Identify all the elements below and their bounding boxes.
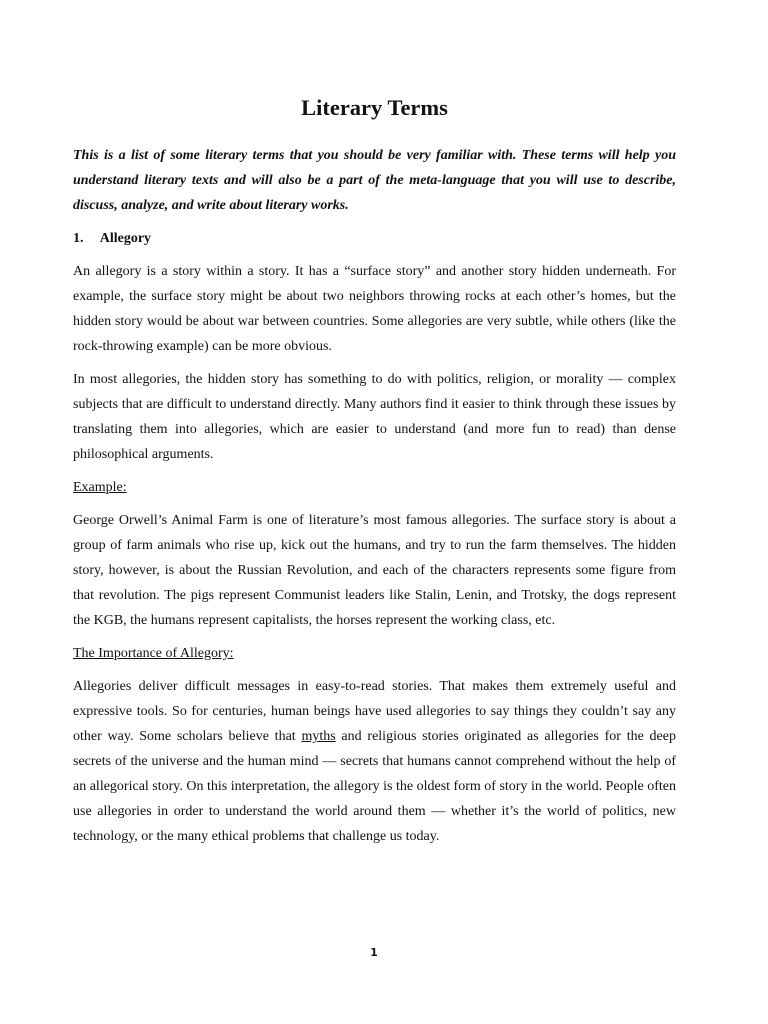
intro-paragraph: This is a list of some literary terms that you should be very familiar with. These terms will help you understand literary texts and will also be a part of the meta-language that you will use to describe, discuss, analyze, and write about literary works. bbox=[73, 148, 676, 213]
paragraph-hidden-story: In most allegories, the hidden story has something to do with politics, religion, or morality — complex subjects that are difficult to understand directly. Many authors find it easier to think through these issues by translating them into allegories, which are easier to understand (and more fun to read) than dense philosophical arguments. bbox=[73, 372, 676, 462]
section-heading bbox=[73, 226, 676, 251]
paragraph-importance bbox=[73, 674, 676, 849]
importance-subheading: The Importance of Allegory: bbox=[73, 646, 234, 661]
section-title: Allegory bbox=[99, 231, 152, 246]
document-title: Literary Terms bbox=[301, 95, 448, 120]
importance-text-start: Allegories deliver difficult messages in easy-to-read stories. That makes them extremely useful and expressive tools. So for centuries, human beings have used allegories to say things they couldn’t say any other way. Some scholars believe that bbox=[73, 679, 676, 744]
document-page bbox=[73, 93, 676, 857]
paragraph-definition: An allegory is a story within a story. It has a “surface story” and another story hidden underneath. For example, the surface story might be about two neighbors throwing rocks at each other’s homes, but the hidden story would be about war between countries. Some allegories are very subtle, while others (like the rock-throwing example) can be more obvious. bbox=[73, 264, 676, 354]
paragraph-example: George Orwell’s Animal Farm is one of literature’s most famous allegories. The surface story is about a group of farm animals who rise up, kick out the humans, and try to run the farm themselves. The hidden story, however, is about the Russian Revolution, and each of the characters represents some figure from that revolution. The pigs represent Communist leaders like Stalin, Lenin, and Trotsky, the dogs represent the KGB, the humans represent capitalists, the horses represent the working class, etc. bbox=[73, 513, 676, 628]
example-subheading: Example: bbox=[73, 480, 127, 495]
myths-link[interactable]: myths bbox=[301, 729, 336, 744]
section-number: 1. bbox=[73, 231, 84, 246]
importance-text-end: and religious stories originated as allegories for the deep secrets of the universe and the human mind — secrets that humans cannot comprehend without the help of an allegorical story. On this interpretation, the allegory is the oldest form of story in the world. People often use allegories in order to understand the world around them — whether it’s the world of politics, new technology, or the many ethical problems that challenge us today. bbox=[73, 729, 676, 844]
page-number: 1 bbox=[370, 946, 378, 959]
